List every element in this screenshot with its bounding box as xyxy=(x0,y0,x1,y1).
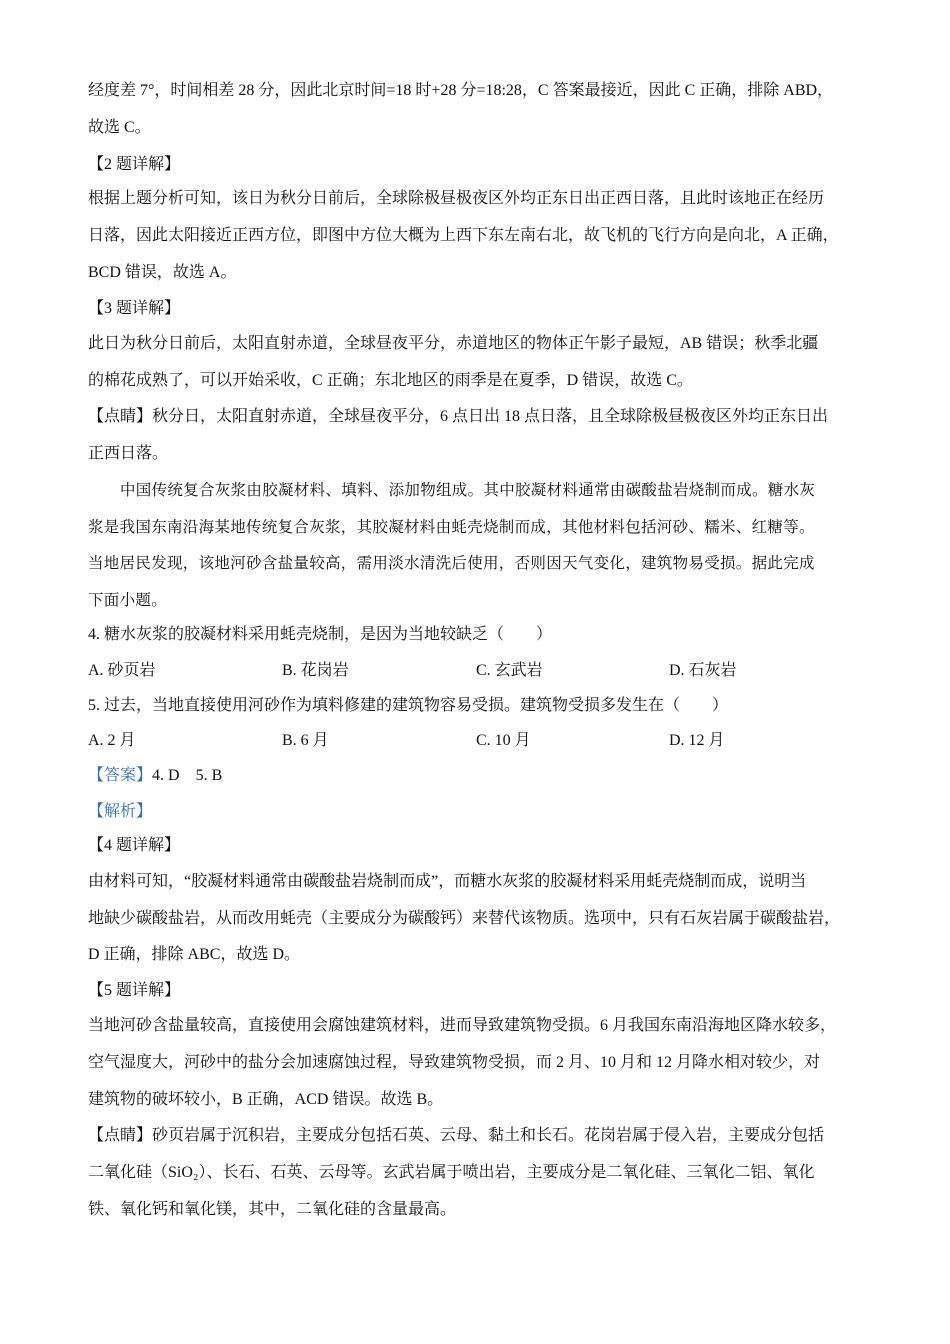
text-line: 经度差 7°，时间相差 28 分，因此北京时间=18 时+28 分=18:28，C 答案最接近，因此 C 正确，排除 ABD， xyxy=(88,82,834,99)
answer-tag: 【答案】 xyxy=(88,767,153,784)
analysis-tag: 【解析】 xyxy=(88,803,153,820)
option-5d: D. 12 月 xyxy=(669,732,725,749)
answer-line xyxy=(88,764,878,788)
material-line: 下面小题。 xyxy=(88,591,168,609)
text-line: 建筑物的破坏较小，B 正确，ACD 错误。故选 B。 xyxy=(88,1091,444,1108)
section-heading-q2: 【2 题详解】 xyxy=(88,156,181,173)
answer-value: 4. D 5. B xyxy=(152,767,223,784)
option-4c: C. 玄武岩 xyxy=(476,662,543,679)
material-line: 浆是我国东南沿海某地传统复合灰浆，其胶凝材料由蚝壳烧制而成，其他材料包括河砂、糯米、红糖等。 xyxy=(88,518,815,536)
question-5: 5. 过去，当地直接使用河砂作为填料修建的建筑物容易受损。建筑物受损多发生在（ ） xyxy=(88,697,729,714)
section-heading-q5: 【5 题详解】 xyxy=(88,982,181,999)
option-5b: B. 6 月 xyxy=(282,732,329,749)
text-line: 根据上题分析可知，该日为秋分日前后，全球除极昼极夜区外均正东日出正西日落，且此时该地正在经历 xyxy=(88,190,825,207)
section-heading-q3: 【3 题详解】 xyxy=(88,300,181,317)
option-4d: D. 石灰岩 xyxy=(669,662,737,679)
option-5c: C. 10 月 xyxy=(476,732,531,749)
option-5a: A. 2 月 xyxy=(88,732,136,749)
option-4a: A. 砂页岩 xyxy=(88,662,156,679)
text-line: 二氧化硅（SiO₂）、长石、石英、云母等。玄武岩属于喷出岩，主要成分是二氧化硅、三氧化二铝、氧化 xyxy=(88,1164,815,1181)
text-line: 铁、氧化钙和氧化镁，其中，二氧化硅的含量最高。 xyxy=(88,1201,457,1218)
question-4: 4. 糖水灰浆的胶凝材料采用蚝壳烧制，是因为当地较缺乏（ ） xyxy=(88,626,553,643)
text-line: 地缺少碳酸盐岩，从而改用蚝壳（主要成分为碳酸钙）来替代该物质。选项中，只有石灰岩属于碳酸盐岩， xyxy=(88,910,841,927)
text-line: 的棉花成熟了，可以开始采收，C 正确；东北地区的雨季是在夏季，D 错误，故选 C。 xyxy=(88,372,693,389)
text-line: BCD 错误，故选 A。 xyxy=(88,264,237,281)
text-line: 空气湿度大，河砂中的盐分会加速腐蚀过程，导致建筑物受损，而 2 月、10 月和 12 月降水相对较少，对 xyxy=(88,1054,821,1071)
material-line: 当地居民发现，该地河砂含盐量较高，需用淡水清洗后使用，否则因天气变化，建筑物易受损。据此完成 xyxy=(88,554,815,572)
section-heading-q4: 【4 题详解】 xyxy=(88,837,181,854)
option-4b: B. 花岗岩 xyxy=(282,662,349,679)
tip-paragraph: 【点睛】秋分日，太阳直射赤道，全球昼夜平分，6 点日出 18 点日落，且全球除极昼极夜区外均正东日出 xyxy=(88,408,829,425)
text-line: 当地河砂含盐量较高，直接使用会腐蚀建筑材料，进而导致建筑物受损。6 月我国东南沿海地区降水较多， xyxy=(88,1017,837,1034)
text-line: 正西日落。 xyxy=(88,445,169,462)
text-line: 由材料可知，“胶凝材料通常由碳酸盐岩烧制而成”，而糖水灰浆的胶凝材料采用蚝壳烧制而成，说明当 xyxy=(88,873,807,890)
material-line: 中国传统复合灰浆由胶凝材料、填料、添加物组成。其中胶凝材料通常由碳酸盐岩烧制而成。糖水灰 xyxy=(120,481,816,499)
text-line: 故选 C。 xyxy=(88,119,151,136)
text-line: 日落，因此太阳接近正西方位，即图中方位大概为上西下东左南右北，故飞机的飞行方向是向北，A 正确， xyxy=(88,227,839,244)
text-line: 此日为秋分日前后，太阳直射赤道，全球昼夜平分，赤道地区的物体正午影子最短，AB 错误；秋季北疆 xyxy=(88,335,819,352)
tip-paragraph: 【点睛】砂页岩属于沉积岩，主要成分包括石英、云母、黏土和长石。花岗岩属于侵入岩，主要成分包括 xyxy=(88,1127,825,1144)
text-line: D 正确，排除 ABC，故选 D。 xyxy=(88,946,301,963)
